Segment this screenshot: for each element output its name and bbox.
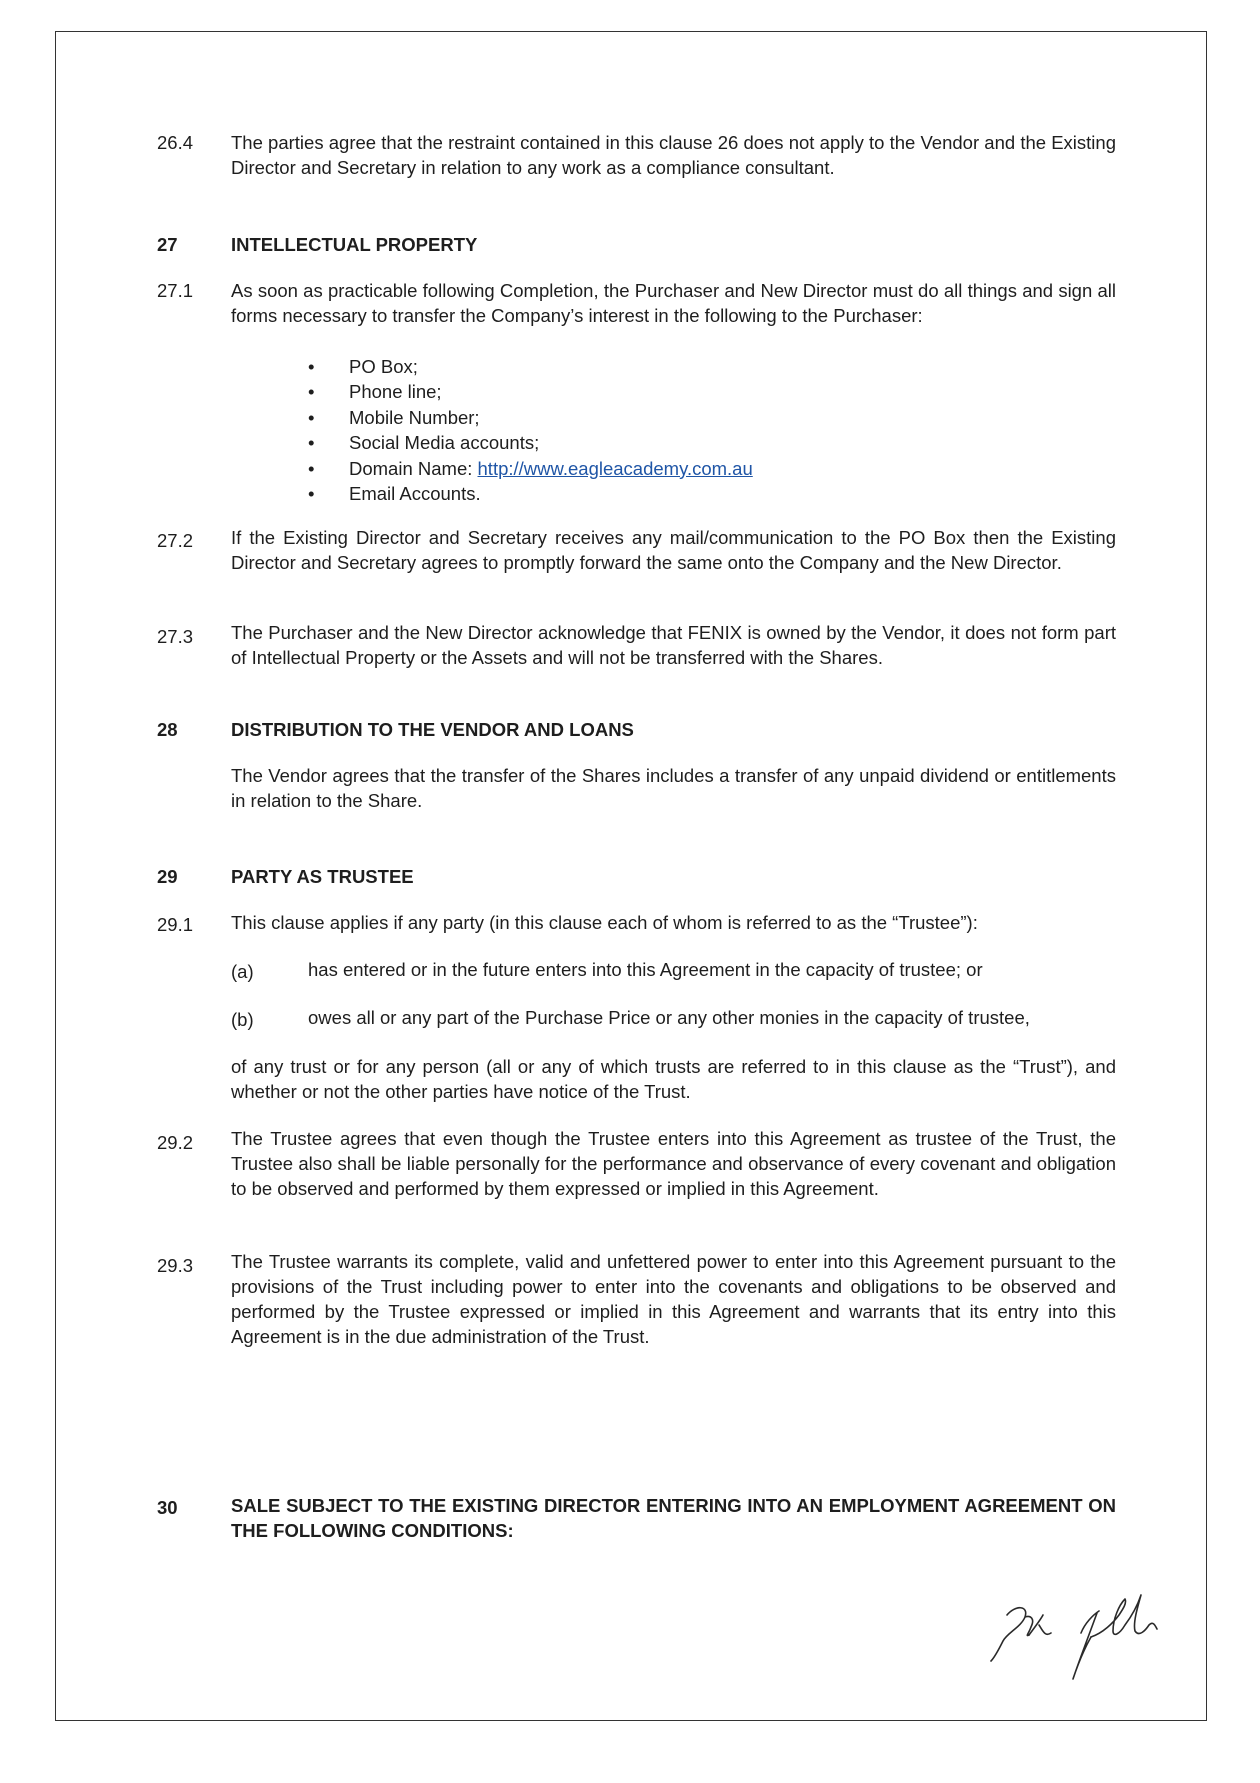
clause-number: 29.3 — [157, 1255, 194, 1276]
clause-text: The Vendor agrees that the transfer of the Shares includes a transfer of any unpaid dividend or entitlements in relation to the Share. — [231, 765, 1116, 811]
sub-clause-text: owes all or any part of the Purchase Price or any other monies in the capacity of trustee, — [308, 1007, 1030, 1028]
transfer-items-list — [302, 354, 753, 506]
clause-number: 27.3 — [157, 626, 194, 647]
clause-text: of any trust or for any person (all or any of which trusts are referred to in this clause as the “Trust”), and whether or not the other parties have notice of the Trust. — [231, 1056, 1116, 1102]
clause-number: 27.2 — [157, 530, 194, 551]
clause-number: 29.1 — [157, 914, 194, 935]
clause-text: If the Existing Director and Secretary receives any mail/communication to the PO Box then the Existing Director and Secretary agrees to promptly forward the same onto the Company and the New Director. — [231, 527, 1116, 573]
section-heading: INTELLECTUAL PROPERTY — [231, 234, 478, 255]
section-number: 30 — [157, 1497, 178, 1518]
section-heading: SALE SUBJECT TO THE EXISTING DIRECTOR ENTERING INTO AN EMPLOYMENT AGREEMENT ON THE FOLLOWING CONDITIONS: — [231, 1495, 1116, 1541]
sub-clause-label: (a) — [231, 961, 254, 982]
list-item: • Social Media accounts; — [302, 430, 753, 455]
clause-text: This clause applies if any party (in this clause each of whom is referred to as the “Trustee”): — [231, 912, 978, 933]
domain-label: Domain Name: — [349, 457, 478, 479]
clause-number: 29.2 — [157, 1132, 194, 1153]
section-number: 28 — [157, 719, 178, 740]
list-item — [302, 456, 753, 481]
section-number: 29 — [157, 866, 178, 887]
section-number: 27 — [157, 234, 178, 255]
clause-text: The Trustee warrants its complete, valid and unfettered power to enter into this Agreement pursuant to the provisions of the Trust including power to enter into the covenants and obligations to be observed and performed by the Trustee expressed or implied in this Agreement and warrants that its entry into this Agreement is in the due administration of the Trust. — [231, 1251, 1116, 1347]
clause-text: As soon as practicable following Completion, the Purchaser and New Director must do all things and sign all forms necessary to transfer the Company’s interest in the following to the Purchaser: — [231, 280, 1116, 326]
list-item: • Email Accounts. — [302, 481, 753, 506]
domain-link[interactable]: http://www.eagleacademy.com.au — [477, 457, 753, 479]
clause-text: The parties agree that the restraint contained in this clause 26 does not apply to the Vendor and the Existing Director and Secretary in relation to any work as a compliance consultant. — [231, 132, 1116, 178]
clause-text: The Trustee agrees that even though the Trustee enters into this Agreement as trustee of the Trust, the Trustee also shall be liable personally for the performance and observance of every covenant and obligation to be observed and performed by them expressed or implied in this Agreement. — [231, 1128, 1116, 1199]
handwritten-initials — [985, 1575, 1185, 1685]
section-heading: DISTRIBUTION TO THE VENDOR AND LOANS — [231, 719, 634, 740]
clause-text: The Purchaser and the New Director acknowledge that FENIX is owned by the Vendor, it does not form part of Intellectual Property or the Assets and will not be transferred with the Shares. — [231, 622, 1116, 668]
sub-clause-text: has entered or in the future enters into this Agreement in the capacity of trustee; or — [308, 959, 983, 980]
sub-clause-label: (b) — [231, 1009, 254, 1030]
clause-number: 27.1 — [157, 280, 194, 301]
clause-number: 26.4 — [157, 132, 194, 153]
list-item: • Mobile Number; — [302, 405, 753, 430]
section-heading: PARTY AS TRUSTEE — [231, 866, 414, 887]
list-item: • PO Box; — [302, 354, 753, 379]
list-item: • Phone line; — [302, 379, 753, 404]
